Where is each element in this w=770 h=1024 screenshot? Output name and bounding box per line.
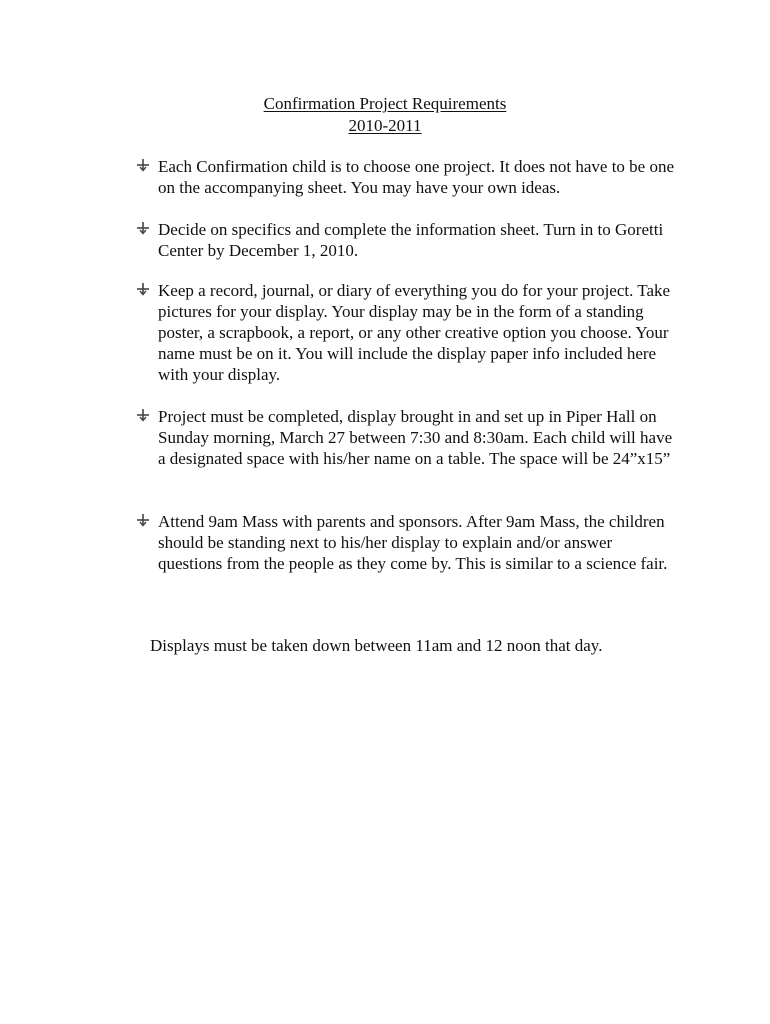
document-title-text: Confirmation Project Requirements bbox=[263, 94, 507, 113]
arrow-down-bullet-icon bbox=[136, 221, 150, 235]
arrow-down-bullet-icon bbox=[136, 408, 150, 422]
arrow-down-bullet-icon bbox=[136, 158, 150, 172]
list-item: Keep a record, journal, or diary of everything you do for your project. Take pictures for your display. Your display may be in the form of a standing poster, a scrapbook, a report, or any other creative option you choose. Your name must be on it. You will include the display paper info included here with your display. bbox=[158, 281, 671, 384]
arrow-down-bullet-icon bbox=[136, 282, 150, 296]
document-year-text: 2010-2011 bbox=[348, 116, 422, 135]
closing-note: Displays must be taken down between 11am and 12 noon that day. bbox=[150, 636, 603, 655]
list-item: Attend 9am Mass with parents and sponsors. After 9am Mass, the children should be standing next to his/her display to explain and/or answer questions from the people as they come by. This is similar to a science fair. bbox=[158, 512, 668, 573]
arrow-down-bullet-icon bbox=[136, 513, 150, 527]
document-year bbox=[0, 115, 770, 137]
list-item: Each Confirmation child is to choose one project. It does not have to be one on the accompanying sheet. You may have your own ideas. bbox=[158, 157, 675, 197]
list-item: Decide on specifics and complete the information sheet. Turn in to Goretti Center by December 1, 2010. bbox=[158, 220, 664, 260]
list-item: Project must be completed, display brought in and set up in Piper Hall on Sunday morning, March 27 between 7:30 and 8:30am. Each child will have a designated space with his/her name on a table. The space will be 24”x15” bbox=[158, 407, 673, 468]
document-title bbox=[0, 93, 770, 115]
